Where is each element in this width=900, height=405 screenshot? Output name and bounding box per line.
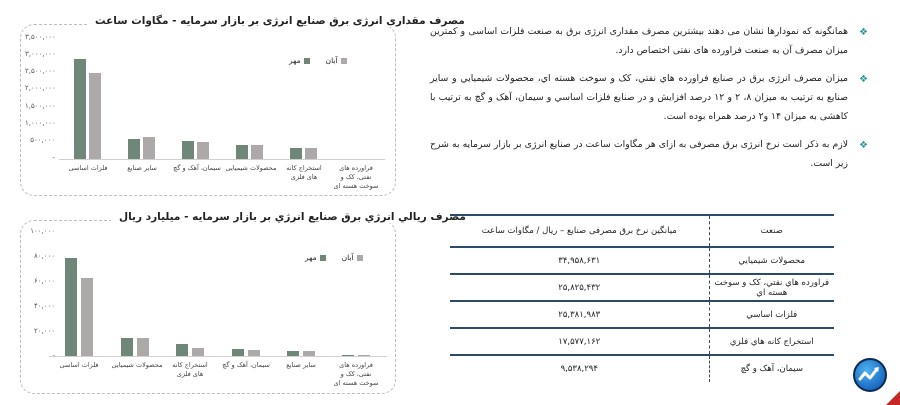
y-tick: ۲۰,۰۰۰ <box>33 327 55 335</box>
y-tick: ۵۰۰,۰۰۰ <box>30 136 55 144</box>
bar-aban <box>248 350 260 356</box>
y-tick: ۸۰,۰۰۰ <box>33 252 55 260</box>
cell-rate: ۲۵,۸۲۵,۴۳۲ <box>558 282 601 293</box>
legend-swatch <box>304 58 310 64</box>
header-rate: میانگین نرخ برق مصرفی صنایع – ریال / مگاوات ساعت <box>481 226 677 236</box>
cell-industry: فلزات اساسي <box>709 301 834 328</box>
header-industry: صنعت <box>709 215 834 247</box>
x-category: سیمان، آهک و گچ <box>222 361 270 369</box>
y-tick: ۳,۰۰۰,۰۰۰ <box>25 50 56 58</box>
bar-mehr <box>65 258 77 356</box>
chart-legend <box>305 253 363 262</box>
x-category: استخراج کانه های فلزی <box>286 164 322 181</box>
x-category: سایر صنایع <box>286 361 316 369</box>
legend-item-mehr: مهر <box>305 253 326 262</box>
bar-mehr <box>236 145 248 159</box>
x-category: فراورده های نفتی، کک و سوخت هسته ای <box>333 164 379 190</box>
bar-mehr <box>290 148 302 159</box>
bar-mehr <box>342 355 354 356</box>
trend-logo-icon <box>853 358 887 392</box>
bar-aban <box>303 351 315 356</box>
legend-swatch <box>341 58 347 64</box>
bar-mehr <box>74 59 86 159</box>
chart-legend <box>289 56 347 65</box>
cell-rate: ۲۵,۳۸۱,۹۸۳ <box>558 309 601 320</box>
chart-rial-consumption <box>20 211 466 394</box>
y-tick: - <box>52 154 55 162</box>
cell-rate: ۱۷,۵۷۷,۱۶۲ <box>558 336 601 347</box>
analysis-text <box>430 22 870 182</box>
cell-industry: استخراج کانه هاي فلزي <box>709 328 834 355</box>
bar-mehr <box>287 351 299 356</box>
bar-mehr <box>128 139 140 159</box>
cell-industry: فراورده هاي نفتي، کک و سوخت هسته اي <box>709 274 834 301</box>
y-tick: ۱۰۰,۰۰۰ <box>30 227 55 235</box>
cell-rate: ۹,۵۳۸,۲۹۴ <box>560 364 598 374</box>
bar-mehr <box>176 344 188 356</box>
bar-aban <box>197 142 209 159</box>
y-tick: ۳,۵۰۰,۰۰۰ <box>25 33 56 41</box>
x-axis <box>49 356 387 357</box>
table-row <box>450 247 834 274</box>
y-tick: ۲,۰۰۰,۰۰۰ <box>25 84 56 92</box>
x-category: استخراج کانه های فلزی <box>172 361 208 378</box>
y-tick: ۶۰,۰۰۰ <box>33 277 55 285</box>
cell-rate: ۳۴,۹۵۸,۶۳۱ <box>558 255 601 266</box>
chart-quantity-consumption <box>20 15 465 196</box>
bullet-item: ❖ همانگونه که نمودارها نشان می دهند بیشترین مصرف مقداری انرژی برق به صنعت فلزات اساسی و کمترین میزان مصرف آن به صنعت فراورده های نفتی اختصاص دارد. <box>430 22 870 60</box>
x-category: سیمان، آهک و گچ <box>173 164 221 172</box>
y-tick: ۴۰,۰۰۰ <box>33 302 55 310</box>
bar-aban <box>358 355 370 356</box>
table-header-row <box>450 215 834 247</box>
legend-item-mehr: مهر <box>289 56 310 65</box>
chart-title: مصرف ریالي انرژي برق صنايع انرژي بر بازار سرمايه - ميليارد ريال <box>111 211 474 223</box>
bullet-item: ❖ لازم به ذکر است نرخ انرژی برق مصرفی به ازای هر مگاوات ساعت در صنایع انرژی بر بازار سرمایه به شرح زیر است. <box>430 135 870 173</box>
legend-swatch <box>357 255 363 261</box>
y-tick: ۱,۵۰۰,۰۰۰ <box>25 102 56 110</box>
x-category: فراورده های نفتی، کک و سوخت هسته ای <box>333 361 379 387</box>
legend-item-aban: آبان <box>342 253 363 262</box>
x-category: فلزات اساسی <box>59 361 99 369</box>
cell-industry: محصولات شيميايي <box>709 247 834 274</box>
bar-aban <box>137 338 149 356</box>
cell-industry: سيمان، آهک و گچ <box>709 355 834 382</box>
bar-aban <box>89 73 101 159</box>
bar-mehr <box>182 141 194 159</box>
x-category: محصولات شیمیایی <box>225 164 277 172</box>
bar-mehr <box>232 349 244 356</box>
bar-aban <box>251 145 263 159</box>
x-category: فلزات اساسی <box>68 164 108 172</box>
diamond-bullet-icon: ❖ <box>859 140 868 151</box>
bar-aban <box>81 278 93 356</box>
chart-title: مصرف مقداری انرژی برق صنایع انرژی بر بازار سرمایه - مگاوات ساعت <box>87 15 473 27</box>
diamond-bullet-icon: ❖ <box>859 74 868 85</box>
bar-aban <box>305 148 317 159</box>
table-row <box>450 274 834 301</box>
bar-mehr <box>121 338 133 356</box>
y-tick: ۱,۰۰۰,۰۰۰ <box>25 119 56 127</box>
bar-aban <box>192 348 204 356</box>
legend-swatch <box>320 255 326 261</box>
trend-arrow-icon <box>855 360 885 390</box>
y-tick: ۲,۵۰۰,۰۰۰ <box>25 67 56 75</box>
bullet-item: ❖ میزان مصرف انرژی برق در صنایع فراورده هاي نفتي، کک و سوخت هسته اي، محصولات شيميايي و ساير صنایع به ترتیب به میزان ۸، ۲ و ۱۲ درصد افزایش و در صنایع فلزات اساسي و سيمان، آهک و گچ به ترتیب با کاهشی به میزان ۱۴ و۲ درصد همراه بوده است. <box>430 69 870 126</box>
x-axis <box>59 159 385 160</box>
x-category: سایر صنایع <box>127 164 157 172</box>
x-category: محصولات شیمیایی <box>111 361 163 369</box>
table-row <box>450 355 834 382</box>
table-row <box>450 301 834 328</box>
bar-aban <box>143 137 155 159</box>
diamond-bullet-icon: ❖ <box>859 27 868 38</box>
electricity-rate-table <box>450 214 834 382</box>
legend-item-aban: آبان <box>326 56 347 65</box>
table-row <box>450 328 834 355</box>
corner-decoration <box>886 391 900 405</box>
